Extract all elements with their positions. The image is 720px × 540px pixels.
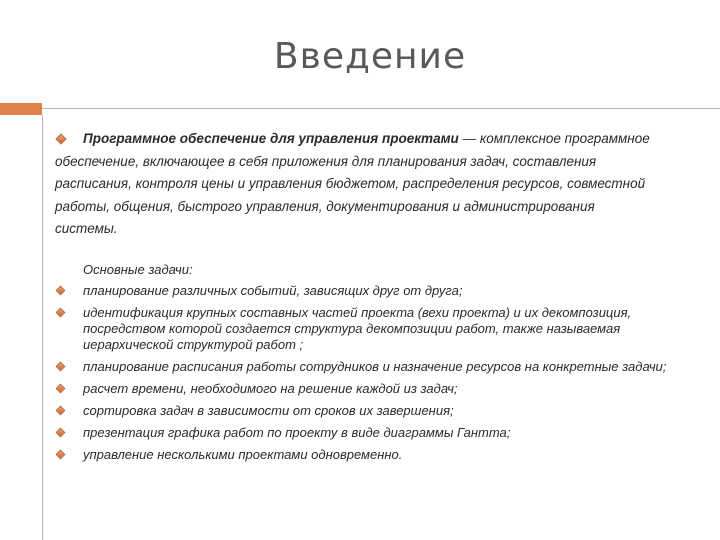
- task-text: сортировка задач в зависимости от сроков их завершения;: [83, 403, 454, 418]
- list-item: [55, 403, 675, 419]
- tasks-heading: Основные задачи:: [83, 262, 193, 277]
- task-text: презентация графика работ по проекту в виде диаграммы Гантта;: [83, 425, 511, 440]
- task-text: планирование различных событий, зависящих друг от друга;: [83, 283, 463, 298]
- title-divider: [42, 108, 720, 109]
- diamond-bullet-icon: [56, 384, 66, 394]
- title-accent-bar: [0, 103, 42, 115]
- diamond-bullet-icon: [56, 286, 66, 296]
- list-item: [55, 381, 675, 397]
- list-item: [55, 305, 675, 353]
- list-item: [55, 283, 675, 299]
- list-item: [55, 359, 675, 375]
- task-text: расчет времени, необходимого на решение каждой из задач;: [83, 381, 458, 396]
- task-text: планирование расписания работы сотрудников и назначение ресурсов на конкретные задачи;: [83, 359, 667, 374]
- diamond-bullet-icon: [56, 308, 66, 318]
- tasks-list: [55, 262, 675, 469]
- list-item: [55, 425, 675, 441]
- diamond-bullet-icon: [56, 450, 66, 460]
- intro-text: — комплексное программное обеспечение, включающее в себя приложения для планирования задач, составления расписания, контроля цены и управления бюджетом, распределения ресурсов, совместной работы, общения, быстрого управления, документирования и администрирования системы.: [55, 131, 650, 236]
- task-text: управление несколькими проектами одновременно.: [83, 447, 403, 462]
- diamond-bullet-icon: [56, 362, 66, 372]
- slide-title: Введение: [273, 36, 467, 77]
- left-vertical-rule: [42, 115, 43, 540]
- diamond-bullet-icon: [56, 428, 66, 438]
- list-item: [55, 447, 675, 463]
- intro-paragraph: [55, 128, 655, 241]
- diamond-bullet-icon: [56, 406, 66, 416]
- intro-bold-term: Программное обеспечение для управления проектами: [83, 131, 459, 146]
- task-text: идентификация крупных составных частей проекта (вехи проекта) и их декомпозиция, посредством которой создается структура декомпозиции работ, также называемая иерархической структурой работ ;: [83, 305, 632, 352]
